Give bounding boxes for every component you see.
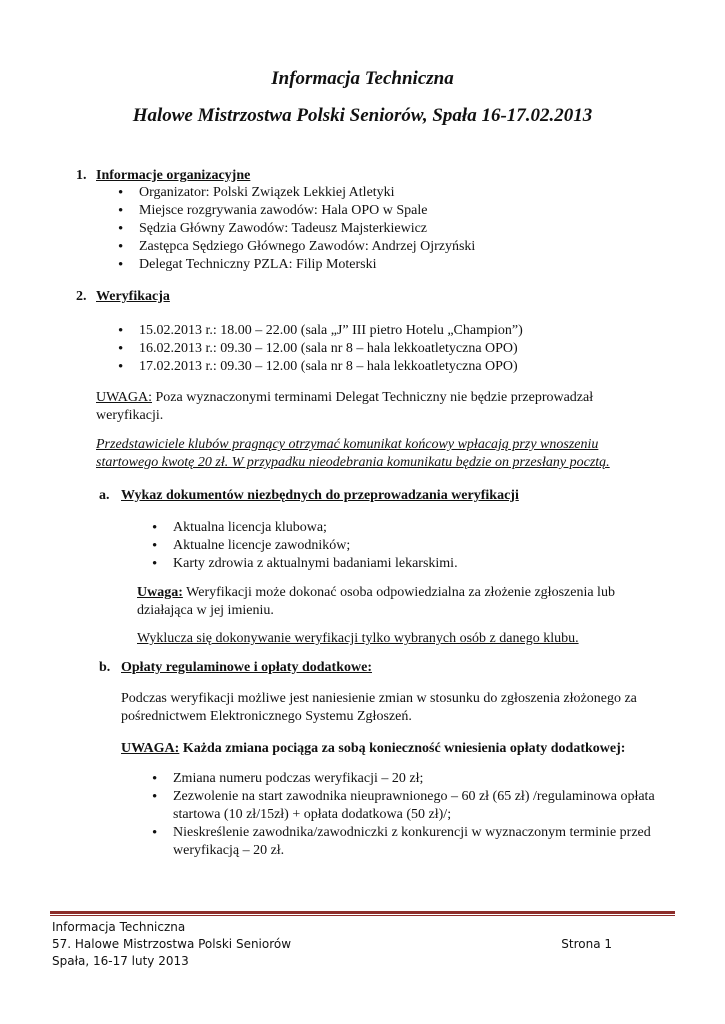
list-item: • Aktualne licencje zawodników; [150, 537, 670, 555]
list-item: • Delegat Techniczny PZLA: Filip Moterski [116, 256, 676, 274]
subsection-a-notice [137, 584, 667, 620]
notice-text: Weryfikacji może dokonać osoba odpowiedzialna za złożenie zgłoszenia lub działająca w jej imieniu. [137, 585, 615, 618]
section-1-list [116, 184, 676, 274]
list-item: • 16.02.2013 r.: 09.30 – 12.00 (sala nr 8 – hala lekkoatletyczna OPO) [116, 340, 676, 358]
footer-place-date: Spała, 16-17 luty 2013 [52, 954, 189, 968]
subsection-a-heading [99, 487, 519, 505]
subsection-b-intro: Podczas weryfikacji możliwe jest naniesienie zmian w stosunku do zgłoszenia złożonego za pośrednictwem Elektronicznego Systemu Zgłoszeń. [121, 691, 637, 724]
list-item: • Aktualna licencja klubowa; [150, 519, 670, 537]
subsection-b-letter: b. [99, 660, 111, 675]
page-footer [52, 919, 612, 970]
page-number: Strona 1 [561, 937, 612, 951]
section-1-number: 1. [76, 168, 87, 183]
notice-label: UWAGA: [96, 390, 152, 405]
section-2-number: 2. [76, 289, 87, 304]
communique-note: Przedstawiciele klubów pragnący otrzymać komunikat końcowy wpłacają przy wnoszeniu startowego kwotę 20 zł. W przypadku nieodebrania komunikatu będzie on przesłany pocztą. [96, 437, 610, 470]
section-2-label: Weryfikacja [96, 289, 170, 304]
footer-event-name: 57. Halowe Mistrzostwa Polski Seniorów [52, 937, 292, 951]
section-2-heading [76, 288, 170, 306]
documents-list [150, 519, 670, 573]
footer-divider [50, 911, 675, 914]
section-2-notice [96, 389, 656, 425]
subsection-a-letter: a. [99, 488, 110, 503]
list-item: • Nieskreślenie zawodnika/zawodniczki z konkurencji w wyznaczonym terminie przed weryfikacją – 20 zł. [150, 824, 680, 860]
list-item: • 15.02.2013 r.: 18.00 – 22.00 (sala „J” III pietro Hotelu „Champion”) [116, 322, 676, 340]
notice-label: Uwaga: [137, 585, 183, 600]
list-item: • Zmiana numeru podczas weryfikacji – 20 zł; [150, 770, 680, 788]
fees-list [150, 770, 680, 860]
notice-text: Poza wyznaczonymi terminami Delegat Techniczny nie będzie przeprowadzał weryfikacji. [96, 390, 594, 423]
list-item: • Organizator: Polski Związek Lekkiej Atletyki [116, 184, 676, 202]
section-1-heading [76, 167, 250, 185]
subsection-a-label: Wykaz dokumentów niezbędnych do przeprowadzania weryfikacji [121, 488, 519, 503]
subsection-b-notice [121, 740, 666, 758]
footer-divider-thin [50, 915, 675, 916]
list-item: • Sędzia Główny Zawodów: Tadeusz Majsterkiewicz [116, 220, 676, 238]
section-1-label: Informacje organizacyjne [96, 168, 251, 183]
list-item: • Miejsce rozgrywania zawodów: Hala OPO w Spale [116, 202, 676, 220]
list-item: • Zezwolenie na start zawodnika nieuprawnionego – 60 zł (65 zł) /regulaminowa opłata startowa (10 zł/15zł) + opłata dodatkowa (50 zł)/; [150, 788, 680, 824]
notice-label: UWAGA: [121, 741, 180, 756]
list-item: • 17.02.2013 r.: 09.30 – 12.00 (sala nr 8 – hala lekkoatletyczna OPO) [116, 358, 676, 376]
notice-text: Każda zmiana pociąga za sobą konieczność wniesienia opłaty dodatkowej: [179, 741, 626, 756]
verification-schedule-list [116, 322, 676, 376]
subsection-b-label: Opłaty regulaminowe i opłaty dodatkowe: [121, 660, 372, 675]
exclusion-note: Wyklucza się dokonywanie weryfikacji tylko wybranych osób z danego klubu. [137, 631, 579, 646]
list-item: • Karty zdrowia z aktualnymi badaniami lekarskimi. [150, 555, 670, 573]
subsection-b-heading [99, 659, 372, 677]
list-item: • Zastępca Sędziego Głównego Zawodów: Andrzej Ojrzyński [116, 238, 676, 256]
document-subtitle: Halowe Mistrzostwa Polski Seniorów, Spała 16-17.02.2013 [132, 105, 593, 126]
footer-doc-title: Informacja Techniczna [52, 920, 186, 934]
document-title: Informacja Techniczna [271, 68, 454, 89]
